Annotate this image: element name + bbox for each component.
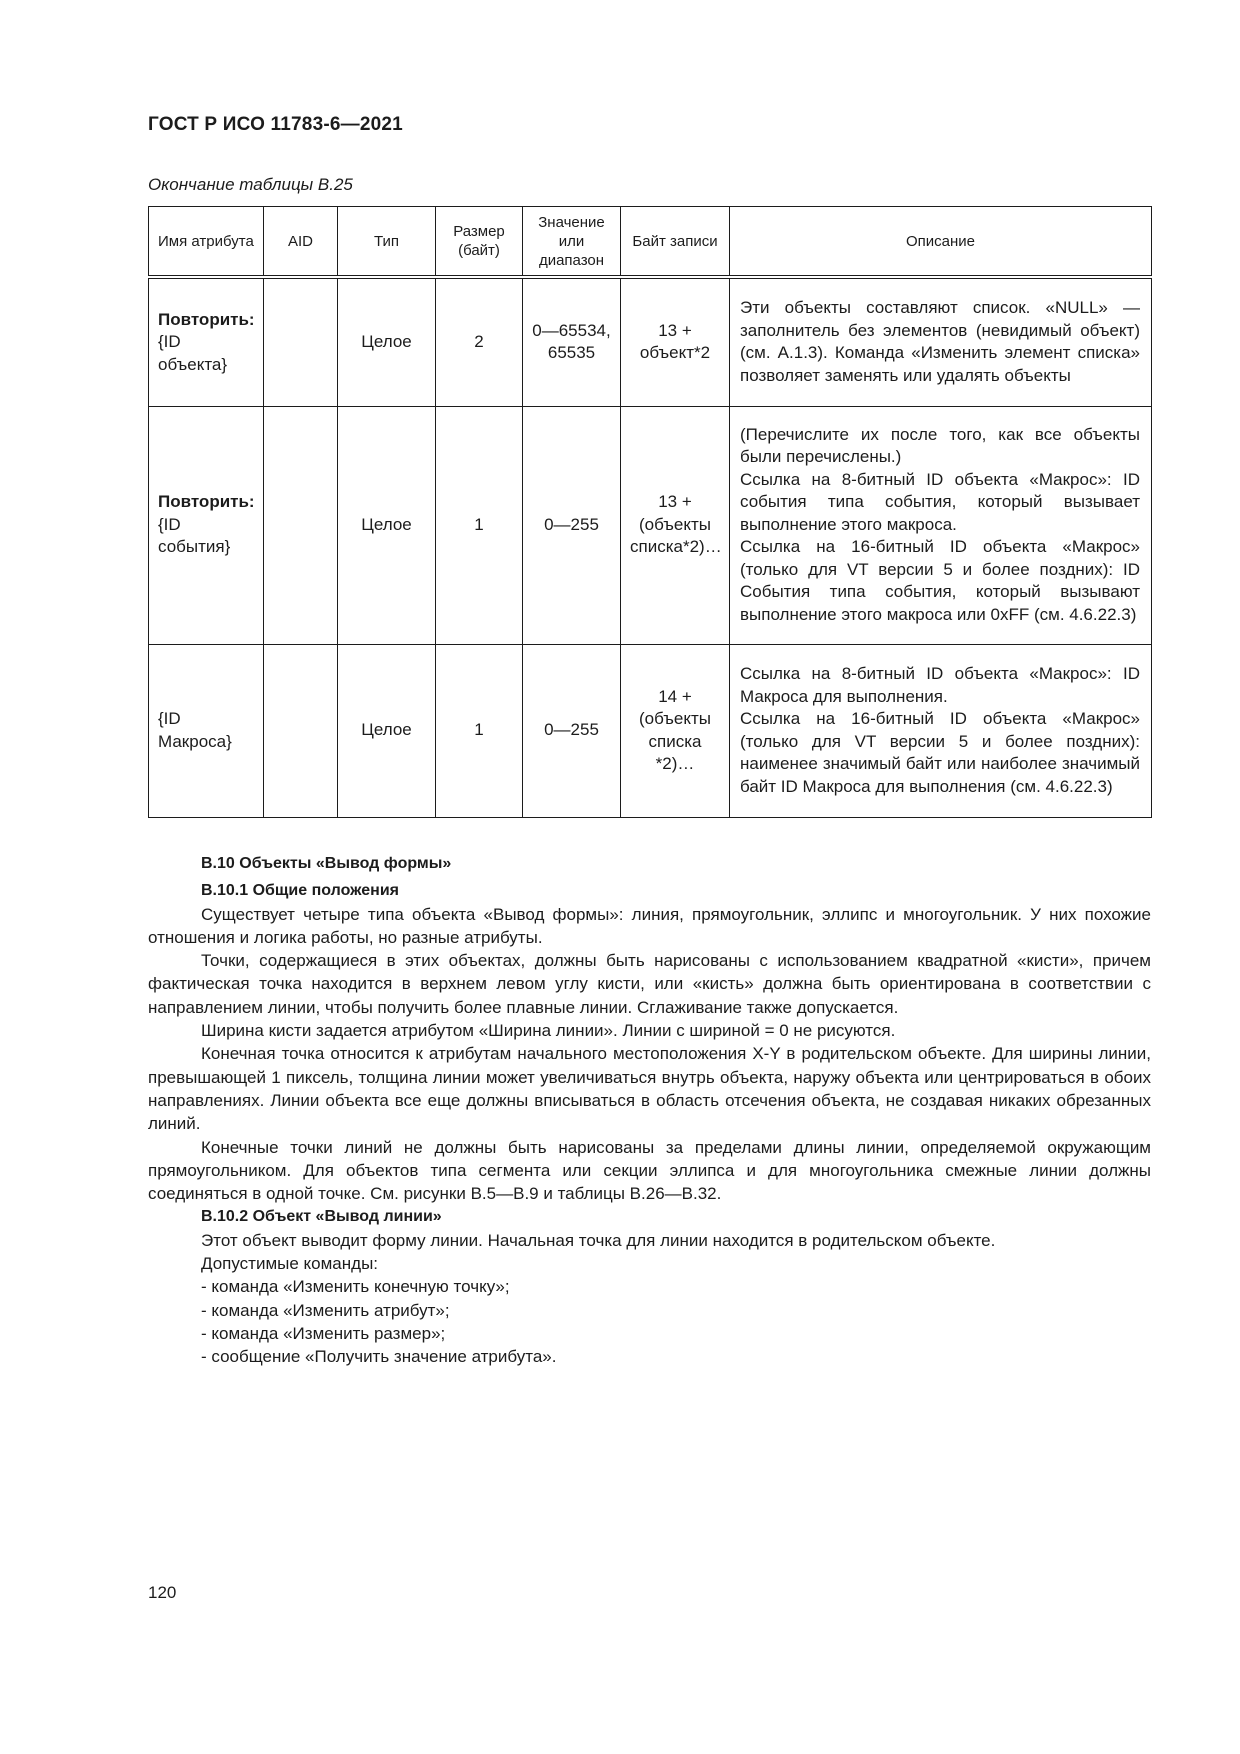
description-paragraph: Ссылка на 16-битный ID объекта «Макрос» (только для VT версии 5 и более поздних): наименее значимый байт или наиболее значимый байт ID Макроса для выполнения (см. 4.6.22.3) [740,709,1140,796]
subsection-heading: В.10.1 Общие положения [201,882,400,900]
size-cell: 1 [436,644,523,817]
description-paragraph: (Перечислите их после того, как все объекты были перечислены.) [740,424,1140,467]
record-byte-cell: 13 + (объекты списка*2)… [621,406,730,644]
attribute-name-text: {ID объекта} [158,332,228,374]
list-item: - команда «Изменить размер»; [201,1323,446,1343]
attribute-table [148,206,1152,818]
section-b10 [148,852,1151,1369]
header-record-byte: Байт записи [621,207,730,278]
attribute-name-bold: Повторить: [158,492,255,512]
value-range-cell: 0—255 [523,644,621,817]
table-header-row [149,207,1152,278]
header-aid: AID [264,207,338,278]
attribute-name-cell [149,644,264,817]
record-byte-cell: 13 + объект*2 [621,277,730,406]
table-row [149,644,1152,817]
header-size: Размер (байт) [436,207,523,278]
header-description: Описание [730,207,1152,278]
value-range-cell: 0—65534, 65535 [523,277,621,406]
size-cell: 1 [436,406,523,644]
header-attribute-name: Имя атрибута [149,207,264,278]
attribute-name-text: {ID события} [158,514,231,557]
document-header: ГОСТ Р ИСО 11783-6—2021 [148,114,403,135]
section-heading: В.10 Объекты «Вывод формы» [201,855,452,872]
header-value-range: Значение или диапазон [523,207,621,278]
body-paragraph: Конечная точка относится к атрибутам начального местоположения X-Y в родительском объекте. Для ширины линии, превышающей 1 пиксель, толщина линии может увеличиваться внутрь объекта, наружу объекта или центрироваться в обоих направлениях. Линии объекта все еще должны вписываться в область отсечения объекта, не создавая никаких обрезанных линий. [148,1044,1151,1134]
list-item: - команда «Изменить конечную точку»; [201,1277,510,1297]
table-caption: Окончание таблицы В.25 [148,175,353,194]
table-row [149,406,1152,644]
page-number: 120 [148,1583,177,1602]
attribute-name-text: {ID Макроса} [158,709,232,751]
size-cell: 2 [436,277,523,406]
body-paragraph: Этот объект выводит форму линии. Начальная точка для линии находится в родительском объекте. [201,1230,996,1250]
body-paragraph: Ширина кисти задается атрибутом «Ширина линии». Линии с шириной = 0 не рисуются. [201,1021,896,1041]
list-item: - сообщение «Получить значение атрибута». [201,1347,557,1367]
description-cell [730,277,1152,406]
type-cell: Целое [338,277,436,406]
description-cell [730,406,1152,644]
type-cell: Целое [338,406,436,644]
table-row [149,277,1152,406]
aid-cell [264,644,338,817]
description-cell [730,644,1152,817]
description-paragraph: Ссылка на 8-битный ID объекта «Макрос»: ID Макроса для выполнения. [740,664,1140,706]
aid-cell [264,277,338,406]
list-item: - команда «Изменить атрибут»; [201,1300,450,1320]
type-cell: Целое [338,644,436,817]
description-paragraph: Ссылка на 16-битный ID объекта «Макрос» (только для VT версии 5 и более поздних): ID События типа события, который вызывают выполнение этого макроса или 0xFF (см. 4.6.22.3) [740,537,1140,624]
body-paragraph: Конечные точки линий не должны быть нарисованы за пределами длины линии, определяемой окружающим прямоугольником. Для объектов типа сегмента или секции эллипса и для многоугольника смежные линии должны соединяться в одной точке. См. рисунки В.5—В.9 и таблицы В.26—В.32. [148,1137,1151,1204]
body-paragraph: Точки, содержащиеся в этих объектах, должны быть нарисованы с использованием квадратной «кисти», причем фактическая точка находится в верхнем левом углу кисти, или «кисть» должна быть ориентирована в соответствии с направлением линии, чтобы получить более плавные линии. Сглаживание также допускается. [148,951,1151,1017]
description-paragraph: Ссылка на 8-битный ID объекта «Макрос»: ID события типа события, который вызывает выполнение этого макроса. [740,469,1140,534]
description-paragraph: Эти объекты составляют список. «NULL» — заполнитель без элементов (невидимый объект) (см. А.1.3). Команда «Изменить элемент списка» позволяет заменять или удалять объекты [740,298,1140,385]
body-paragraph: Допустимые команды: [201,1254,379,1274]
attribute-name-cell [149,277,264,406]
attribute-name-cell [149,406,264,644]
header-type: Тип [338,207,436,278]
aid-cell [264,406,338,644]
value-range-cell: 0—255 [523,406,621,644]
record-byte-cell: 14 + (объекты списка *2)… [621,644,730,817]
subsection-heading: В.10.2 Объект «Вывод линии» [201,1208,442,1226]
body-paragraph: Существует четыре типа объекта «Вывод формы»: линия, прямоугольник, эллипс и многоугольник. У них похожие отношения и логика работы, но разные атрибуты. [148,904,1151,947]
attribute-name-bold: Повторить: [158,309,255,329]
